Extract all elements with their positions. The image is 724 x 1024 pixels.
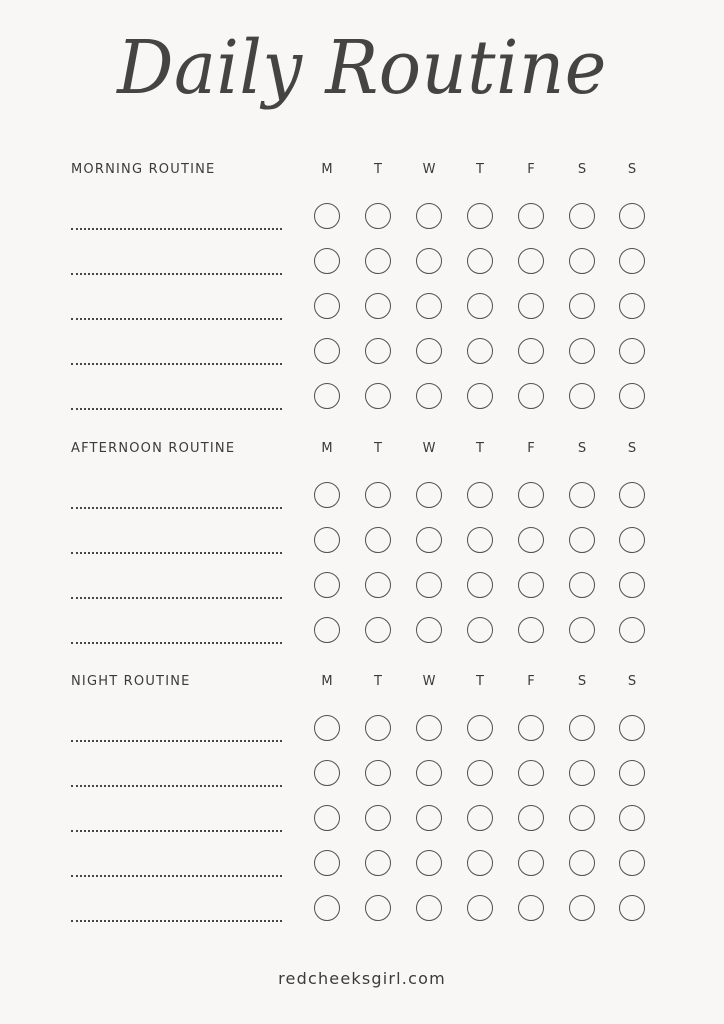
habit-checkbox[interactable]	[416, 293, 442, 319]
habit-checkbox[interactable]	[569, 715, 595, 741]
habit-checkbox[interactable]	[467, 338, 493, 364]
habit-checkbox[interactable]	[416, 527, 442, 553]
habit-checkbox[interactable]	[569, 805, 595, 831]
habit-checkbox[interactable]	[467, 383, 493, 409]
page-title: Daily Routine	[117, 25, 607, 111]
habit-checkbox[interactable]	[314, 383, 340, 409]
habit-checkbox[interactable]	[569, 338, 595, 364]
habit-checkbox[interactable]	[314, 572, 340, 598]
habit-checkbox[interactable]	[569, 617, 595, 643]
habit-checkbox[interactable]	[416, 203, 442, 229]
habit-checkbox[interactable]	[569, 203, 595, 229]
habit-checkbox[interactable]	[416, 248, 442, 274]
habit-checkbox[interactable]	[467, 293, 493, 319]
day-header-4: F	[527, 162, 535, 177]
routine-entry-line[interactable]	[71, 363, 282, 365]
habit-checkbox[interactable]	[619, 383, 645, 409]
habit-checkbox[interactable]	[314, 338, 340, 364]
routine-entry-line[interactable]	[71, 318, 282, 320]
habit-checkbox[interactable]	[467, 850, 493, 876]
habit-checkbox[interactable]	[619, 527, 645, 553]
routine-entry-line[interactable]	[71, 228, 282, 230]
routine-entry-line[interactable]	[71, 920, 282, 922]
day-header-1: T	[374, 674, 382, 689]
habit-checkbox[interactable]	[518, 850, 544, 876]
routine-entry-line[interactable]	[71, 408, 282, 410]
habit-checkbox[interactable]	[365, 482, 391, 508]
habit-checkbox[interactable]	[365, 572, 391, 598]
habit-checkbox[interactable]	[365, 850, 391, 876]
routine-entry-line[interactable]	[71, 785, 282, 787]
habit-checkbox[interactable]	[467, 617, 493, 643]
habit-checkbox[interactable]	[569, 527, 595, 553]
habit-checkbox[interactable]	[416, 895, 442, 921]
habit-checkbox[interactable]	[518, 527, 544, 553]
habit-checkbox[interactable]	[467, 895, 493, 921]
habit-checkbox[interactable]	[569, 383, 595, 409]
habit-checkbox[interactable]	[467, 203, 493, 229]
routine-entry-line[interactable]	[71, 830, 282, 832]
habit-checkbox[interactable]	[365, 293, 391, 319]
habit-checkbox[interactable]	[518, 895, 544, 921]
habit-checkbox[interactable]	[365, 895, 391, 921]
habit-checkbox[interactable]	[518, 805, 544, 831]
habit-checkbox[interactable]	[314, 617, 340, 643]
routine-entry-line[interactable]	[71, 273, 282, 275]
habit-checkbox[interactable]	[619, 203, 645, 229]
habit-checkbox[interactable]	[314, 760, 340, 786]
habit-checkbox[interactable]	[518, 338, 544, 364]
habit-checkbox[interactable]	[569, 850, 595, 876]
habit-checkbox[interactable]	[365, 248, 391, 274]
habit-checkbox[interactable]	[518, 715, 544, 741]
habit-checkbox[interactable]	[314, 482, 340, 508]
habit-checkbox[interactable]	[416, 805, 442, 831]
habit-checkbox[interactable]	[467, 760, 493, 786]
habit-checkbox[interactable]	[619, 293, 645, 319]
afternoon-routine-heading: AFTERNOON ROUTINE	[71, 441, 236, 456]
habit-checkbox[interactable]	[365, 715, 391, 741]
habit-checkbox[interactable]	[467, 572, 493, 598]
day-header-1: T	[374, 162, 382, 177]
habit-checkbox[interactable]	[518, 383, 544, 409]
habit-checkbox[interactable]	[467, 527, 493, 553]
habit-checkbox[interactable]	[365, 760, 391, 786]
habit-checkbox[interactable]	[569, 760, 595, 786]
habit-checkbox[interactable]	[365, 203, 391, 229]
habit-checkbox[interactable]	[619, 248, 645, 274]
habit-checkbox[interactable]	[365, 805, 391, 831]
habit-checkbox[interactable]	[416, 715, 442, 741]
habit-checkbox[interactable]	[518, 293, 544, 319]
habit-checkbox[interactable]	[569, 248, 595, 274]
habit-checkbox[interactable]	[365, 617, 391, 643]
routine-entry-line[interactable]	[71, 642, 282, 644]
day-header-3: T	[476, 162, 484, 177]
day-header-3: T	[476, 674, 484, 689]
habit-checkbox[interactable]	[518, 248, 544, 274]
habit-checkbox[interactable]	[314, 293, 340, 319]
habit-checkbox[interactable]	[416, 383, 442, 409]
habit-checkbox[interactable]	[467, 482, 493, 508]
footer-website: redcheeksgirl.com	[278, 969, 446, 988]
day-header-3: T	[476, 441, 484, 456]
routine-entry-line[interactable]	[71, 740, 282, 742]
habit-checkbox[interactable]	[467, 715, 493, 741]
habit-checkbox[interactable]	[518, 572, 544, 598]
habit-checkbox[interactable]	[314, 527, 340, 553]
habit-checkbox[interactable]	[365, 338, 391, 364]
habit-checkbox[interactable]	[314, 850, 340, 876]
habit-checkbox[interactable]	[619, 760, 645, 786]
day-header-5: S	[577, 162, 587, 177]
day-header-0: M	[321, 674, 333, 689]
habit-checkbox[interactable]	[314, 203, 340, 229]
habit-checkbox[interactable]	[314, 805, 340, 831]
routine-entry-line[interactable]	[71, 552, 282, 554]
day-header-2: W	[422, 441, 436, 456]
habit-checkbox[interactable]	[416, 850, 442, 876]
morning-routine-heading: MORNING ROUTINE	[71, 162, 216, 177]
habit-checkbox[interactable]	[467, 248, 493, 274]
habit-checkbox[interactable]	[518, 617, 544, 643]
routine-entry-line[interactable]	[71, 875, 282, 877]
day-header-4: F	[527, 674, 535, 689]
habit-checkbox[interactable]	[619, 805, 645, 831]
day-header-4: F	[527, 441, 535, 456]
habit-checkbox[interactable]	[314, 715, 340, 741]
habit-checkbox[interactable]	[569, 293, 595, 319]
habit-checkbox[interactable]	[416, 760, 442, 786]
habit-checkbox[interactable]	[619, 572, 645, 598]
habit-checkbox[interactable]	[619, 895, 645, 921]
day-header-5: S	[577, 674, 587, 689]
habit-checkbox[interactable]	[619, 482, 645, 508]
habit-checkbox[interactable]	[518, 760, 544, 786]
habit-checkbox[interactable]	[518, 203, 544, 229]
habit-checkbox[interactable]	[365, 383, 391, 409]
habit-checkbox[interactable]	[416, 572, 442, 598]
habit-checkbox[interactable]	[619, 617, 645, 643]
habit-checkbox[interactable]	[365, 527, 391, 553]
day-header-5: S	[577, 441, 587, 456]
habit-checkbox[interactable]	[569, 482, 595, 508]
habit-checkbox[interactable]	[569, 572, 595, 598]
day-header-0: M	[321, 162, 333, 177]
day-header-1: T	[374, 441, 382, 456]
habit-checkbox[interactable]	[619, 850, 645, 876]
day-header-2: W	[422, 162, 436, 177]
routine-entry-line[interactable]	[71, 507, 282, 509]
habit-checkbox[interactable]	[416, 482, 442, 508]
day-header-6: S	[627, 441, 637, 456]
habit-checkbox[interactable]	[416, 338, 442, 364]
habit-checkbox[interactable]	[619, 338, 645, 364]
habit-checkbox[interactable]	[314, 895, 340, 921]
day-header-6: S	[627, 162, 637, 177]
night-routine-heading: NIGHT ROUTINE	[71, 674, 191, 689]
day-header-0: M	[321, 441, 333, 456]
day-header-6: S	[627, 674, 637, 689]
habit-checkbox[interactable]	[467, 805, 493, 831]
habit-checkbox[interactable]	[314, 248, 340, 274]
habit-checkbox[interactable]	[619, 715, 645, 741]
habit-checkbox[interactable]	[569, 895, 595, 921]
habit-checkbox[interactable]	[518, 482, 544, 508]
routine-entry-line[interactable]	[71, 597, 282, 599]
day-header-2: W	[422, 674, 436, 689]
habit-checkbox[interactable]	[416, 617, 442, 643]
